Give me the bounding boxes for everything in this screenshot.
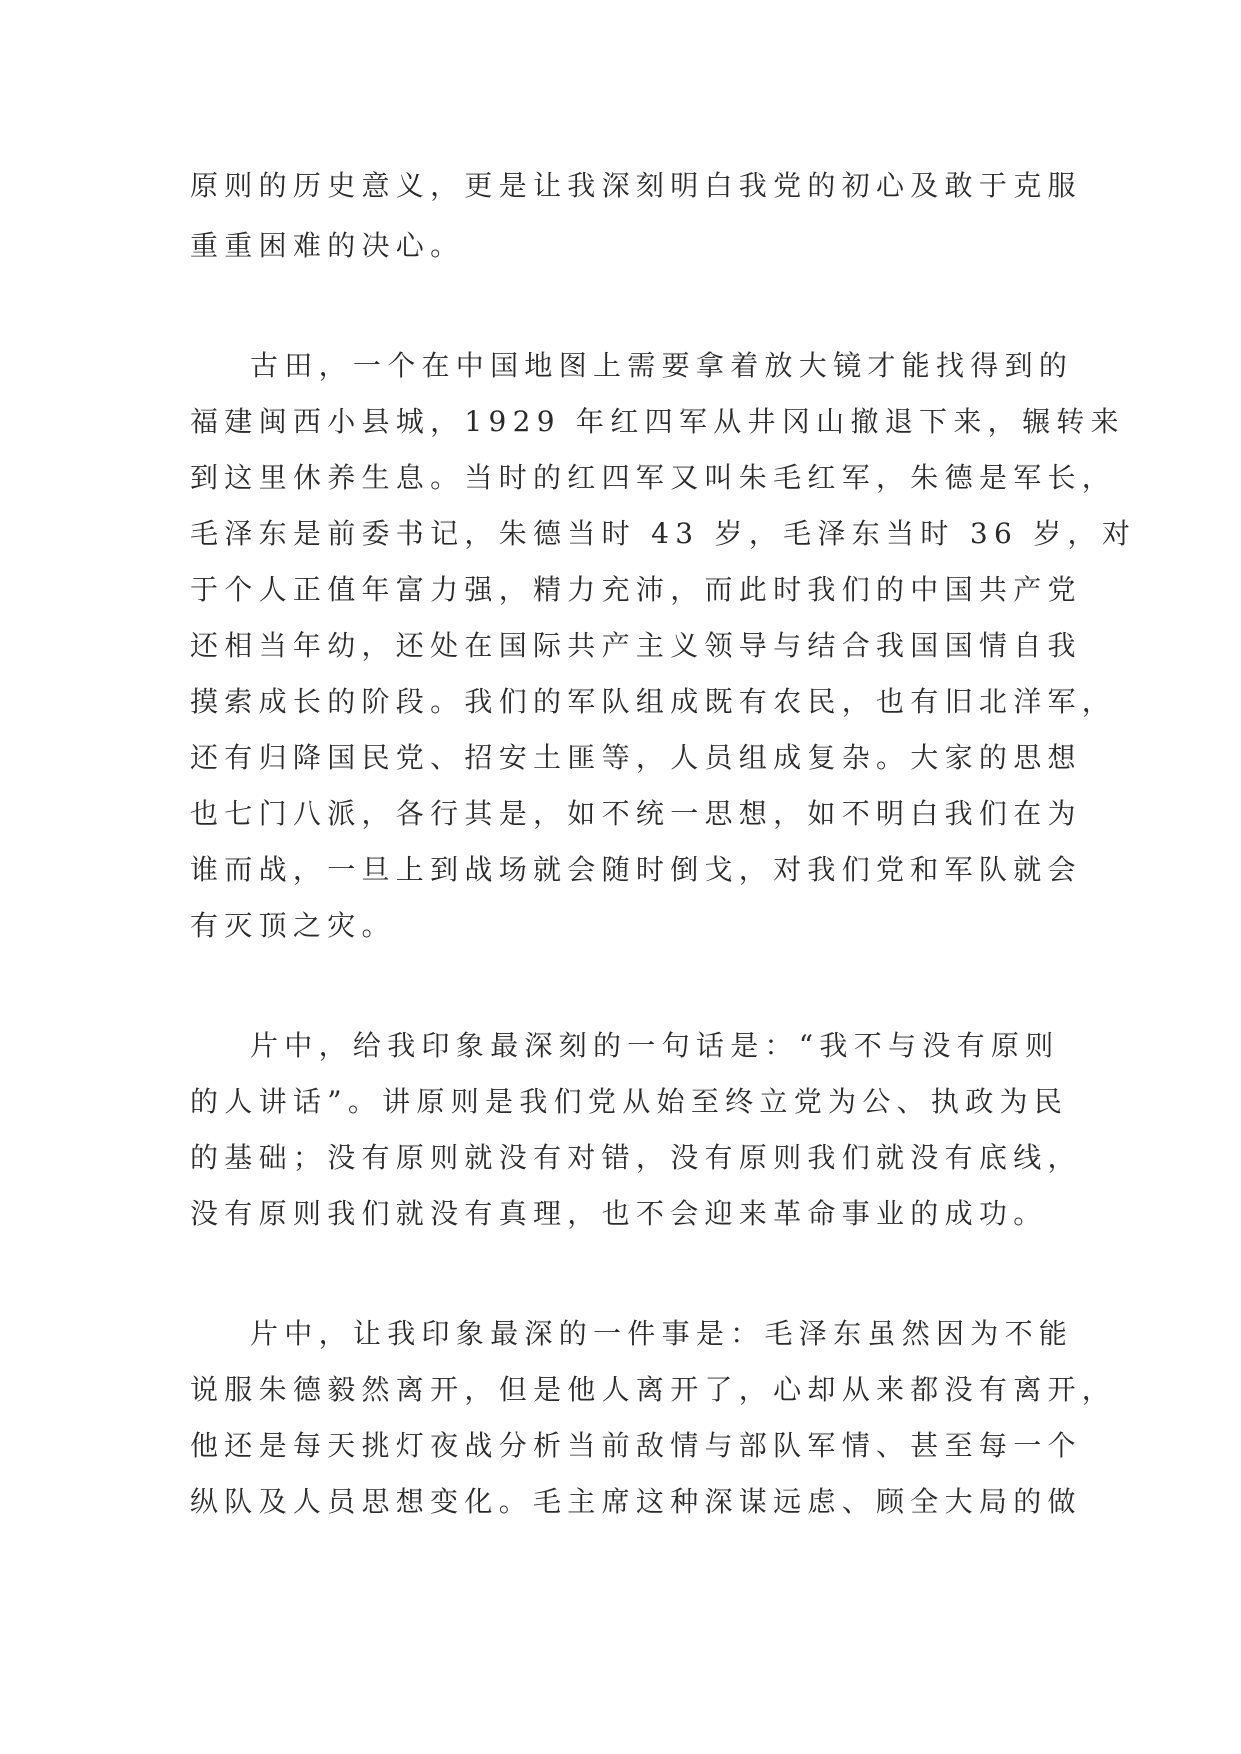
paragraph-2-line-8: 还有归降国民党、招安土匪等，人员组成复杂。大家的思想 bbox=[190, 741, 1082, 774]
paragraph-3-line-3: 的基础；没有原则就没有对错，没有原则我们就没有底线， bbox=[190, 1141, 1082, 1174]
paragraph-3-line-4: 没有原则我们就没有真理，也不会迎来革命事业的成功。 bbox=[190, 1197, 1048, 1230]
paragraph-4-line-2: 说服朱德毅然离开，但是他人离开了，心却从来都没有离开， bbox=[190, 1373, 1117, 1406]
paragraph-2-line-2: 福建闽西小县城，1929 年红四军从井冈山撤退下来，辗转来 bbox=[190, 405, 1125, 438]
paragraph-2-line-5: 于个人正值年富力强，精力充沛，而此时我们的中国共产党 bbox=[190, 573, 1082, 606]
paragraph-2-line-11: 有灭顶之灾。 bbox=[190, 909, 396, 942]
paragraph-2-line-9: 也七门八派，各行其是，如不统一思想，如不明白我们在为 bbox=[190, 797, 1082, 830]
paragraph-4-line-4: 纵队及人员思想变化。毛主席这种深谋远虑、顾全大局的做 bbox=[190, 1485, 1082, 1518]
paragraph-3-line-1: 片中，给我印象最深刻的一句话是：“我不与没有原则 bbox=[250, 1029, 1060, 1062]
paragraph-2-line-6: 还相当年幼，还处在国际共产主义领导与结合我国国情自我 bbox=[190, 629, 1082, 662]
paragraph-4-line-3: 他还是每天挑灯夜战分析当前敌情与部队军情、甚至每一个 bbox=[190, 1429, 1082, 1462]
paragraph-2-line-10: 谁而战，一旦上到战场就会随时倒戈，对我们党和军队就会 bbox=[190, 853, 1082, 886]
paragraph-4-line-1: 片中，让我印象最深的一件事是：毛泽东虽然因为不能 bbox=[250, 1317, 1074, 1350]
paragraph-1-line-1: 原则的历史意义，更是让我深刻明白我党的初心及敢于克服 bbox=[190, 169, 1082, 202]
paragraph-2-line-1: 古田，一个在中国地图上需要拿着放大镜才能找得到的 bbox=[250, 349, 1074, 382]
paragraph-3-line-2: 的人讲话”。讲原则是我们党从始至终立党为公、执政为民 bbox=[190, 1085, 1069, 1118]
paragraph-2-line-4: 毛泽东是前委书记，朱德当时 43 岁，毛泽东当时 36 岁，对 bbox=[190, 517, 1137, 550]
paragraph-2-line-3: 到这里休养生息。当时的红四军又叫朱毛红军，朱德是军长， bbox=[190, 461, 1117, 494]
paragraph-1-line-2: 重重困难的决心。 bbox=[190, 229, 465, 262]
paragraph-2-line-7: 摸索成长的阶段。我们的军队组成既有农民，也有旧北洋军， bbox=[190, 685, 1117, 718]
